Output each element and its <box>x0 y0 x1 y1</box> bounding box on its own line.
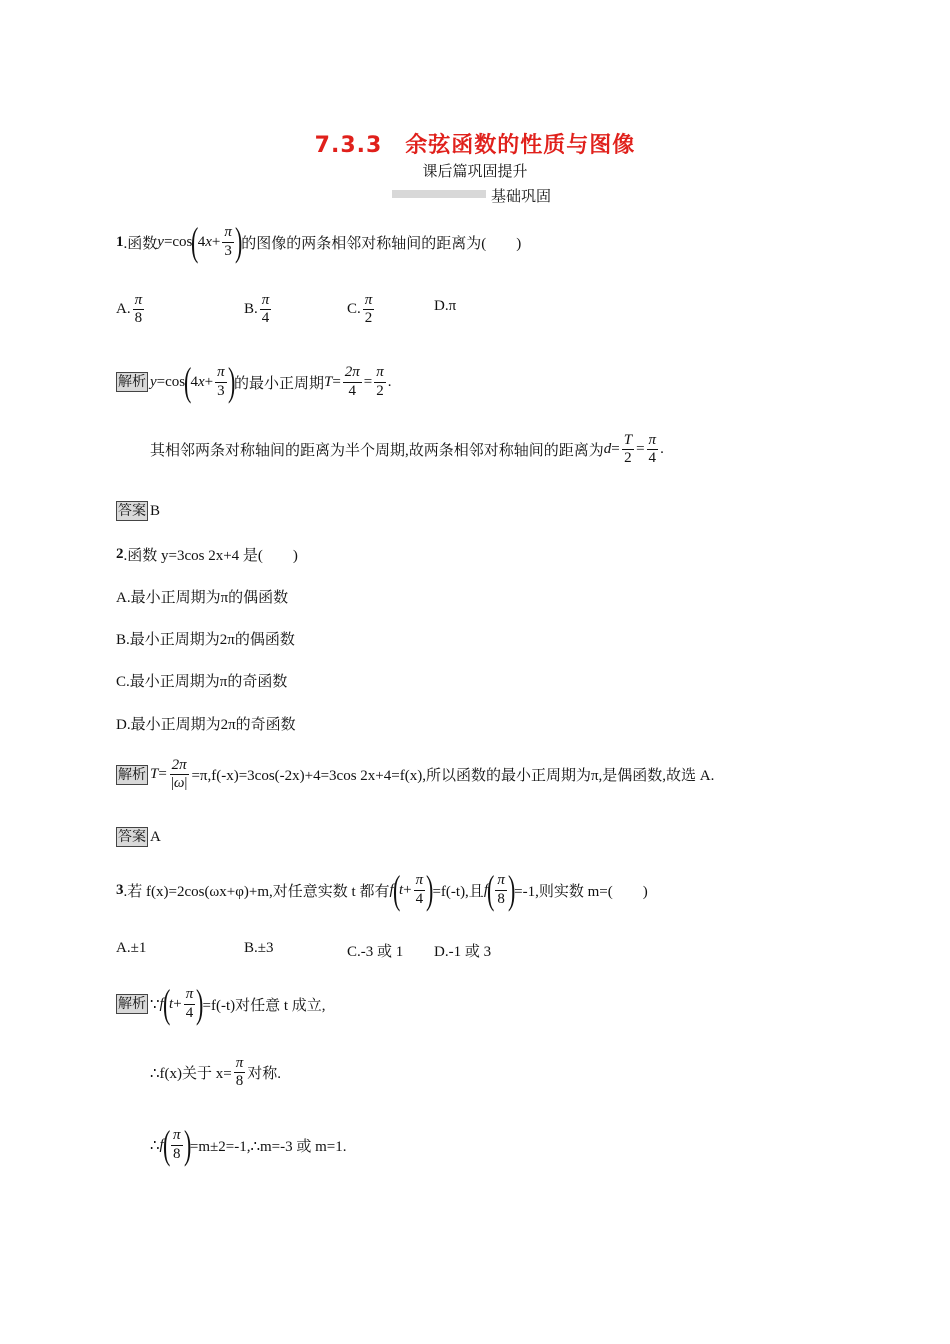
q1-analysis: 解析 y =cos ( 4 x + $\frac{\pi}{3}$ ) 的最小正周期 T = $\frac{2\pi}{4}$ = $\frac{\pi}{2}$ . <box>118 359 392 404</box>
q2-option-a: A.最小正周期为π的偶函数 <box>116 590 289 606</box>
page-title: 7.3.3 余弦函数的性质与图像 <box>314 133 636 158</box>
q1-analysis-2: 其相邻两条对称轴间的距离为半个周期,故两条相邻对称轴间的距离为 d = $\frac{T}{2}$ = $\frac{\pi}{4}$ . <box>150 432 664 467</box>
q2-number: 2 <box>116 546 124 562</box>
q3-option-d: D.-1 或 3 <box>434 944 492 960</box>
q2-option-d: D.最小正周期为2π的奇函数 <box>116 717 296 733</box>
q1-option-a: A. $\frac{\pi}{8}$ <box>116 292 143 327</box>
analysis-label: 解析 <box>118 996 146 1012</box>
q1-answer: 答案 B <box>118 502 161 519</box>
q3-analysis-3: ∴ f ( $\frac{\pi}{8}$ ) =m±2=-1,∴m=-3 或 m=1. <box>150 1122 347 1167</box>
q2-option-c: C.最小正周期为π的奇函数 <box>116 674 288 690</box>
q1-stem: 1 .函数 y =cos ( 4 x + $\frac{\pi}{3}$ ) 的图像的两条相邻对称轴间的距离为( ) <box>116 219 522 264</box>
analysis-label: 解析 <box>118 766 146 783</box>
q2-option-b: B.最小正周期为2π的偶函数 <box>116 632 295 648</box>
answer-label: 答案 <box>118 829 146 845</box>
q2-stem: 2 .函数 y=3cos 2x+4 是( ) <box>116 546 298 564</box>
q1-stem-a: .函数 <box>123 235 158 252</box>
q3-number: 3 <box>116 881 124 898</box>
q1-option-c: C. $\frac{\pi}{2}$ <box>347 292 373 327</box>
q2-analysis: 解析 T = $\frac{2\pi}{|\omega|}$ =π,f(-x)=3cos(-2x)+4=3cos 2x+4=f(x),所以函数的最小正周期为π,是偶函数,故选 A. <box>118 757 715 792</box>
q1-number: 1 <box>116 233 124 250</box>
q2-answer: 答案 A <box>118 828 161 845</box>
q3-option-a: A.±1 <box>116 940 147 956</box>
answer-label: 答案 <box>118 503 146 519</box>
q3-option-b: B.±3 <box>244 940 274 956</box>
q3-option-c: C.-3 或 1 <box>347 944 404 960</box>
q1-stem-b: 的图像的两条相邻对称轴间的距离为( ) <box>241 235 522 252</box>
q1-option-b: B. $\frac{\pi}{4}$ <box>244 292 270 327</box>
section-heading: 基础巩固 <box>491 187 552 205</box>
q1-option-d: D.π <box>434 298 457 314</box>
analysis-label: 解析 <box>118 374 146 390</box>
q3-stem: 3 .若 f(x)=2cos(ωx+φ)+m,对任意实数 t 都有 f ( t + $\frac{\pi}{4}$ ) =f(-t),且 f ( $\frac{\pi}{8}$ ) =-1,则实数 m=( ) <box>116 867 648 912</box>
q3-analysis: 解析 ∵ f ( t + $\frac{\pi}{4}$ ) =f(-t)对任意 t 成立, <box>118 981 326 1026</box>
page-subtitle: 课后篇巩固提升 <box>422 162 528 180</box>
q3-analysis-2: ∴f(x)关于 x= $\frac{\pi}{8}$ 对称. <box>150 1055 282 1090</box>
section-bar <box>392 190 486 198</box>
